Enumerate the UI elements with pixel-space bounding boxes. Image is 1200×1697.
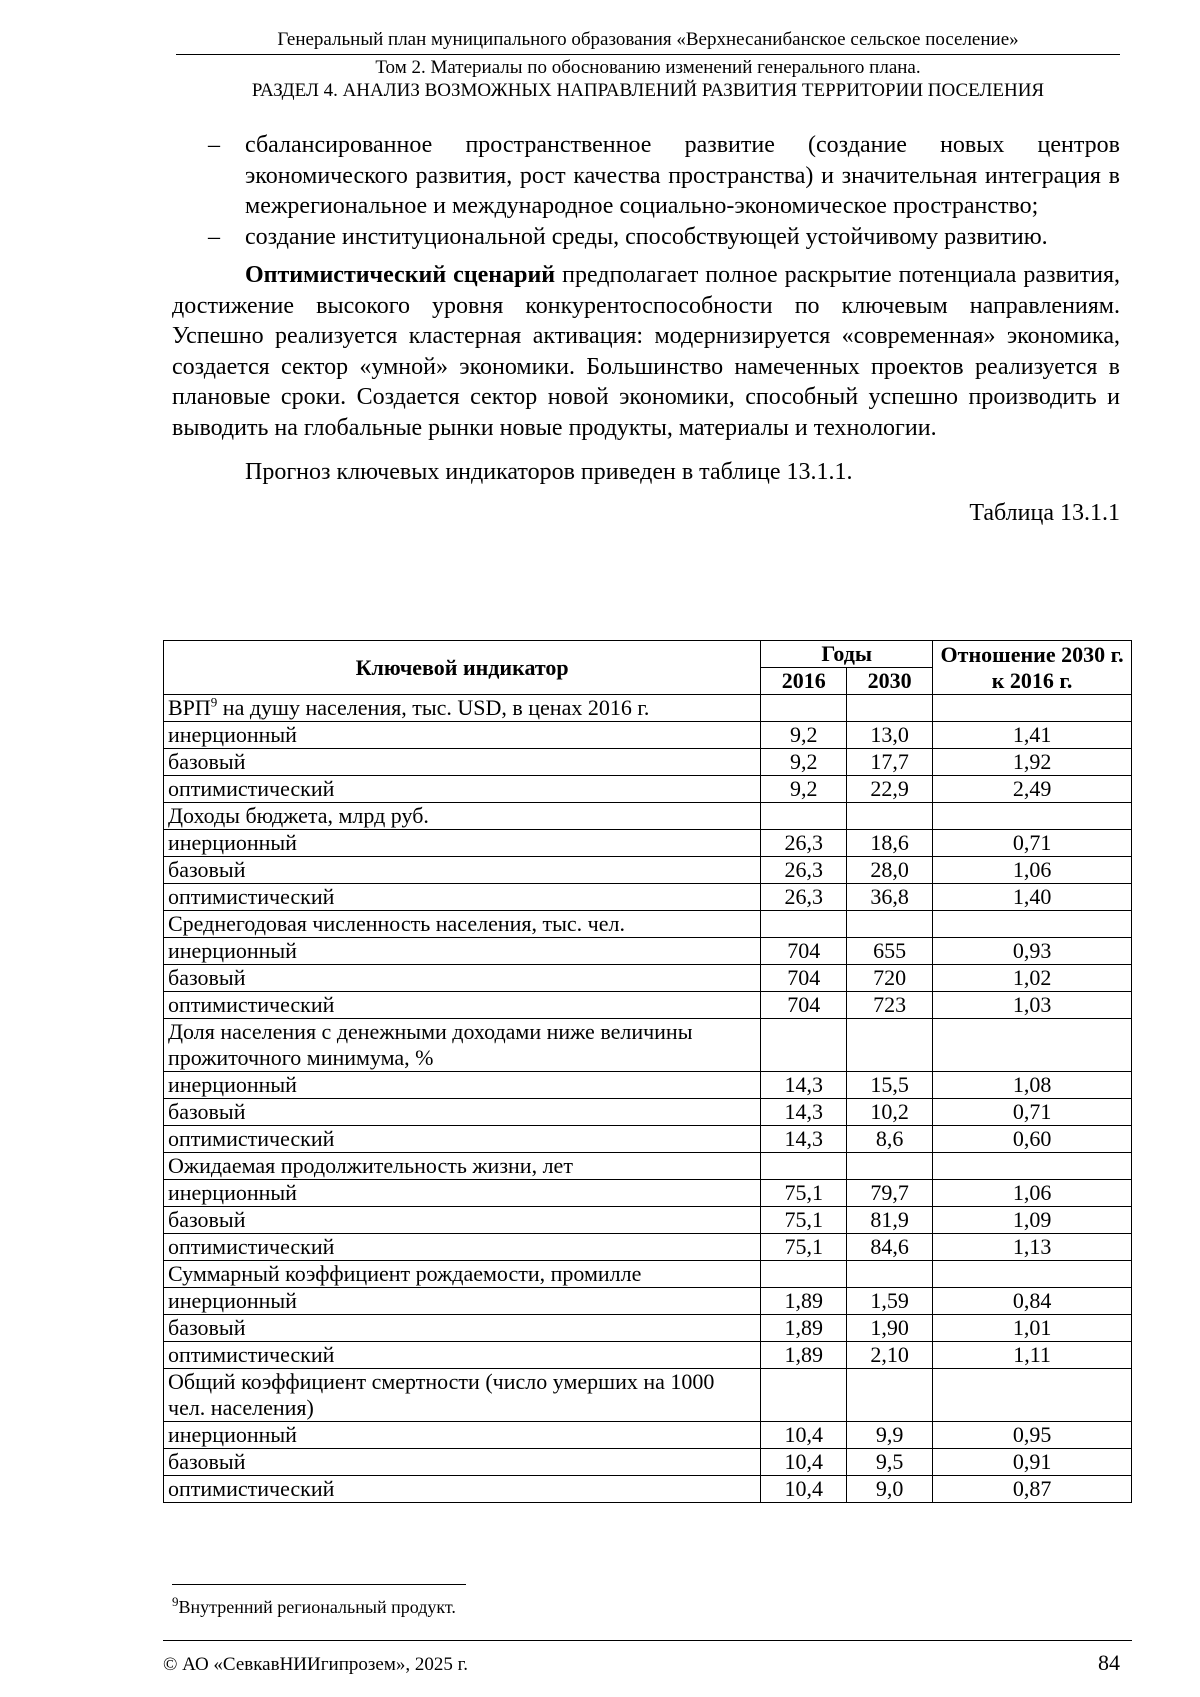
- value-2016-cell: 704: [761, 965, 847, 992]
- value-2030-cell: 9,5: [847, 1449, 933, 1476]
- value-2016-cell: 1,89: [761, 1288, 847, 1315]
- table-row: [164, 857, 1132, 884]
- value-2030-cell: 81,9: [847, 1207, 933, 1234]
- indicator-table: [163, 640, 1132, 1503]
- value-2030-cell: 13,0: [847, 722, 933, 749]
- header-volume: Том 2. Материалы по обоснованию изменений генерального плана.: [375, 57, 921, 78]
- table-row: [164, 1449, 1132, 1476]
- optimistic-scenario-paragraph: [172, 260, 1120, 443]
- bullet-list: [172, 130, 1120, 252]
- empty-cell: [933, 1019, 1132, 1072]
- indicator-title: Общий коэффициент смертности (число умерших на 1000 чел. населения): [168, 1369, 715, 1420]
- indicator-title: Ожидаемая продолжительность жизни, лет: [168, 1153, 573, 1178]
- ratio-cell: 1,01: [933, 1315, 1132, 1342]
- empty-cell: [847, 1019, 933, 1072]
- indicator-group-title: [164, 1153, 761, 1180]
- value-2016-cell: 10,4: [761, 1422, 847, 1449]
- empty-cell: [933, 1261, 1132, 1288]
- indicator-title: Доля населения с денежными доходами ниже величины прожиточного минимума, %: [168, 1019, 693, 1070]
- list-item: [172, 130, 1120, 222]
- table-row: [164, 1422, 1132, 1449]
- indicator-title: ВРП: [168, 695, 211, 720]
- scenario-cell: базовый: [164, 749, 761, 776]
- ratio-cell: 1,08: [933, 1072, 1132, 1099]
- value-2030-cell: 15,5: [847, 1072, 933, 1099]
- empty-cell: [847, 1153, 933, 1180]
- empty-cell: [761, 1153, 847, 1180]
- empty-cell: [847, 695, 933, 722]
- empty-cell: [933, 1153, 1132, 1180]
- empty-cell: [761, 911, 847, 938]
- header-plan-title: Генеральный план муниципального образования «Верхнесанибанское сельское поселение»: [277, 29, 1019, 50]
- value-2016-cell: 9,2: [761, 776, 847, 803]
- scenario-cell: базовый: [164, 1315, 761, 1342]
- value-2030-cell: 1,59: [847, 1288, 933, 1315]
- indicator-title: Среднегодовая численность населения, тыс. чел.: [168, 911, 625, 936]
- value-2030-cell: 8,6: [847, 1126, 933, 1153]
- value-2016-cell: 1,89: [761, 1342, 847, 1369]
- table-row: [164, 749, 1132, 776]
- value-2016-cell: 75,1: [761, 1234, 847, 1261]
- bullet-dash: –: [208, 223, 220, 250]
- value-2030-cell: 84,6: [847, 1234, 933, 1261]
- scenario-cell: оптимистический: [164, 1126, 761, 1153]
- table-caption: Таблица 13.1.1: [969, 499, 1120, 526]
- header-rule: [176, 54, 1120, 55]
- ratio-cell: 1,06: [933, 1180, 1132, 1207]
- scenario-cell: оптимистический: [164, 1476, 761, 1503]
- table-group-row: [164, 1369, 1132, 1422]
- table-group-row: [164, 1261, 1132, 1288]
- table-row: [164, 1288, 1132, 1315]
- scenario-term: Оптимистический сценарий: [245, 262, 556, 288]
- value-2030-cell: 18,6: [847, 830, 933, 857]
- table-body: [164, 695, 1132, 1503]
- empty-cell: [847, 911, 933, 938]
- scenario-cell: оптимистический: [164, 992, 761, 1019]
- empty-cell: [847, 1261, 933, 1288]
- bullet-text: сбалансированное пространственное развитие (создание новых центров экономического развития, рост качества пространства) и значительная интеграция в межрегиональное и международное социально-экономическое пространство;: [245, 132, 1120, 219]
- scenario-cell: оптимистический: [164, 1342, 761, 1369]
- scenario-cell: инерционный: [164, 722, 761, 749]
- scenario-cell: инерционный: [164, 1288, 761, 1315]
- value-2016-cell: 10,4: [761, 1449, 847, 1476]
- value-2030-cell: 720: [847, 965, 933, 992]
- table-row: [164, 776, 1132, 803]
- value-2030-cell: 17,7: [847, 749, 933, 776]
- table-row: [164, 992, 1132, 1019]
- value-2030-cell: 22,9: [847, 776, 933, 803]
- table-row: [164, 1099, 1132, 1126]
- scenario-description: предполагает полное раскрытие потенциала развития, достижение высокого уровня конкурентоспособности по ключевым направлениям. Успешно реализуется кластерная активация: модернизируется «современная» экономика, создается сектор «умной» экономики. Большинство намеченных проектов реализуется в плановые сроки. Создается сектор новой экономики, способный успешно производить и выводить на глобальные рынки новые продукты, материалы и технологии.: [172, 262, 1121, 441]
- indicator-title-rest: на душу населения, тыс. USD, в ценах 2016 г.: [217, 695, 650, 720]
- scenario-cell: оптимистический: [164, 776, 761, 803]
- value-2016-cell: 75,1: [761, 1180, 847, 1207]
- footnote-mark: 9: [172, 1594, 179, 1609]
- scenario-cell: базовый: [164, 965, 761, 992]
- ratio-cell: 0,71: [933, 830, 1132, 857]
- value-2016-cell: 75,1: [761, 1207, 847, 1234]
- ratio-cell: 1,41: [933, 722, 1132, 749]
- ratio-cell: 1,02: [933, 965, 1132, 992]
- table-row: [164, 938, 1132, 965]
- value-2016-cell: 26,3: [761, 857, 847, 884]
- ratio-cell: 0,71: [933, 1099, 1132, 1126]
- value-2016-cell: 14,3: [761, 1099, 847, 1126]
- empty-cell: [933, 695, 1132, 722]
- value-2030-cell: 2,10: [847, 1342, 933, 1369]
- body-text: [172, 130, 1120, 528]
- column-header-2030: 2030: [847, 668, 933, 695]
- table-row: [164, 1207, 1132, 1234]
- column-header-years: Годы: [761, 641, 933, 668]
- table-group-row: [164, 695, 1132, 722]
- value-2030-cell: 36,8: [847, 884, 933, 911]
- scenario-cell: базовый: [164, 1099, 761, 1126]
- value-2016-cell: 1,89: [761, 1315, 847, 1342]
- table-row: [164, 1072, 1132, 1099]
- scenario-cell: инерционный: [164, 1180, 761, 1207]
- column-header-indicator: Ключевой индикатор: [164, 641, 761, 695]
- ratio-cell: 0,60: [933, 1126, 1132, 1153]
- ratio-cell: 1,40: [933, 884, 1132, 911]
- ratio-cell: 0,93: [933, 938, 1132, 965]
- footer-copyright: © АО «СевкавНИИгипрозем», 2025 г.: [163, 1654, 468, 1675]
- ratio-cell: 2,49: [933, 776, 1132, 803]
- empty-cell: [761, 1369, 847, 1422]
- table-row: [164, 722, 1132, 749]
- empty-cell: [761, 803, 847, 830]
- table-row: [164, 1342, 1132, 1369]
- empty-cell: [847, 803, 933, 830]
- value-2016-cell: 10,4: [761, 1476, 847, 1503]
- ratio-cell: 0,87: [933, 1476, 1132, 1503]
- page-number: 84: [1098, 1650, 1120, 1675]
- empty-cell: [933, 803, 1132, 830]
- scenario-cell: базовый: [164, 857, 761, 884]
- scenario-cell: инерционный: [164, 830, 761, 857]
- ratio-cell: 1,09: [933, 1207, 1132, 1234]
- table-group-row: [164, 803, 1132, 830]
- footnote-ref: 9: [210, 694, 218, 710]
- footnote: [172, 1596, 456, 1618]
- value-2016-cell: 14,3: [761, 1126, 847, 1153]
- value-2016-cell: 26,3: [761, 884, 847, 911]
- value-2030-cell: 79,7: [847, 1180, 933, 1207]
- table-row: [164, 965, 1132, 992]
- column-header-2016: 2016: [761, 668, 847, 695]
- ratio-cell: 0,91: [933, 1449, 1132, 1476]
- bullet-text: создание институциональной среды, способствующей устойчивому развитию.: [245, 223, 1048, 250]
- footnote-rule: [172, 1584, 466, 1585]
- indicator-group-title: [164, 803, 761, 830]
- empty-cell: [761, 695, 847, 722]
- table-row: [164, 1126, 1132, 1153]
- indicator-group-title: [164, 1019, 761, 1072]
- footnote-text: Внутренний региональный продукт.: [178, 1597, 456, 1617]
- indicator-group-title: [164, 1261, 761, 1288]
- list-item: [172, 222, 1120, 253]
- ratio-cell: 0,95: [933, 1422, 1132, 1449]
- indicator-group-title: [164, 911, 761, 938]
- empty-cell: [761, 1261, 847, 1288]
- table-row: [164, 1476, 1132, 1503]
- empty-cell: [933, 1369, 1132, 1422]
- value-2016-cell: 9,2: [761, 749, 847, 776]
- value-2030-cell: 1,90: [847, 1315, 933, 1342]
- page-header: [176, 28, 1120, 103]
- value-2016-cell: 9,2: [761, 722, 847, 749]
- value-2016-cell: 704: [761, 938, 847, 965]
- header-section: РАЗДЕЛ 4. АНАЛИЗ ВОЗМОЖНЫХ НАПРАВЛЕНИЙ РАЗВИТИЯ ТЕРРИТОРИИ ПОСЕЛЕНИЯ: [251, 80, 1045, 101]
- table-row: [164, 1180, 1132, 1207]
- table-group-row: [164, 911, 1132, 938]
- value-2030-cell: 28,0: [847, 857, 933, 884]
- table-header-row: [164, 641, 1132, 668]
- empty-cell: [761, 1019, 847, 1072]
- scenario-cell: инерционный: [164, 1422, 761, 1449]
- empty-cell: [847, 1369, 933, 1422]
- ratio-cell: 1,11: [933, 1342, 1132, 1369]
- ratio-cell: 0,84: [933, 1288, 1132, 1315]
- indicator-title: Доходы бюджета, млрд руб.: [168, 803, 429, 828]
- indicator-title: Суммарный коэффициент рождаемости, промилле: [168, 1261, 642, 1286]
- forecast-paragraph: Прогноз ключевых индикаторов приведен в таблице 13.1.1.: [245, 459, 853, 485]
- table-group-row: [164, 1019, 1132, 1072]
- footer-rule: [163, 1640, 1132, 1641]
- ratio-cell: 1,92: [933, 749, 1132, 776]
- value-2030-cell: 655: [847, 938, 933, 965]
- ratio-cell: 1,06: [933, 857, 1132, 884]
- bullet-dash: –: [208, 132, 220, 158]
- column-header-ratio: Отношение 2030 г. к 2016 г.: [933, 641, 1132, 695]
- table-row: [164, 830, 1132, 857]
- value-2030-cell: 10,2: [847, 1099, 933, 1126]
- scenario-cell: инерционный: [164, 938, 761, 965]
- ratio-cell: 1,03: [933, 992, 1132, 1019]
- value-2030-cell: 9,0: [847, 1476, 933, 1503]
- table-row: [164, 1234, 1132, 1261]
- scenario-cell: инерционный: [164, 1072, 761, 1099]
- value-2016-cell: 704: [761, 992, 847, 1019]
- scenario-cell: базовый: [164, 1207, 761, 1234]
- scenario-cell: базовый: [164, 1449, 761, 1476]
- value-2030-cell: 9,9: [847, 1422, 933, 1449]
- value-2016-cell: 14,3: [761, 1072, 847, 1099]
- scenario-cell: оптимистический: [164, 1234, 761, 1261]
- indicator-group-title: [164, 695, 761, 722]
- table-row: [164, 884, 1132, 911]
- value-2016-cell: 26,3: [761, 830, 847, 857]
- ratio-cell: 1,13: [933, 1234, 1132, 1261]
- scenario-cell: оптимистический: [164, 884, 761, 911]
- value-2030-cell: 723: [847, 992, 933, 1019]
- indicator-group-title: [164, 1369, 761, 1422]
- empty-cell: [933, 911, 1132, 938]
- table-group-row: [164, 1153, 1132, 1180]
- table-row: [164, 1315, 1132, 1342]
